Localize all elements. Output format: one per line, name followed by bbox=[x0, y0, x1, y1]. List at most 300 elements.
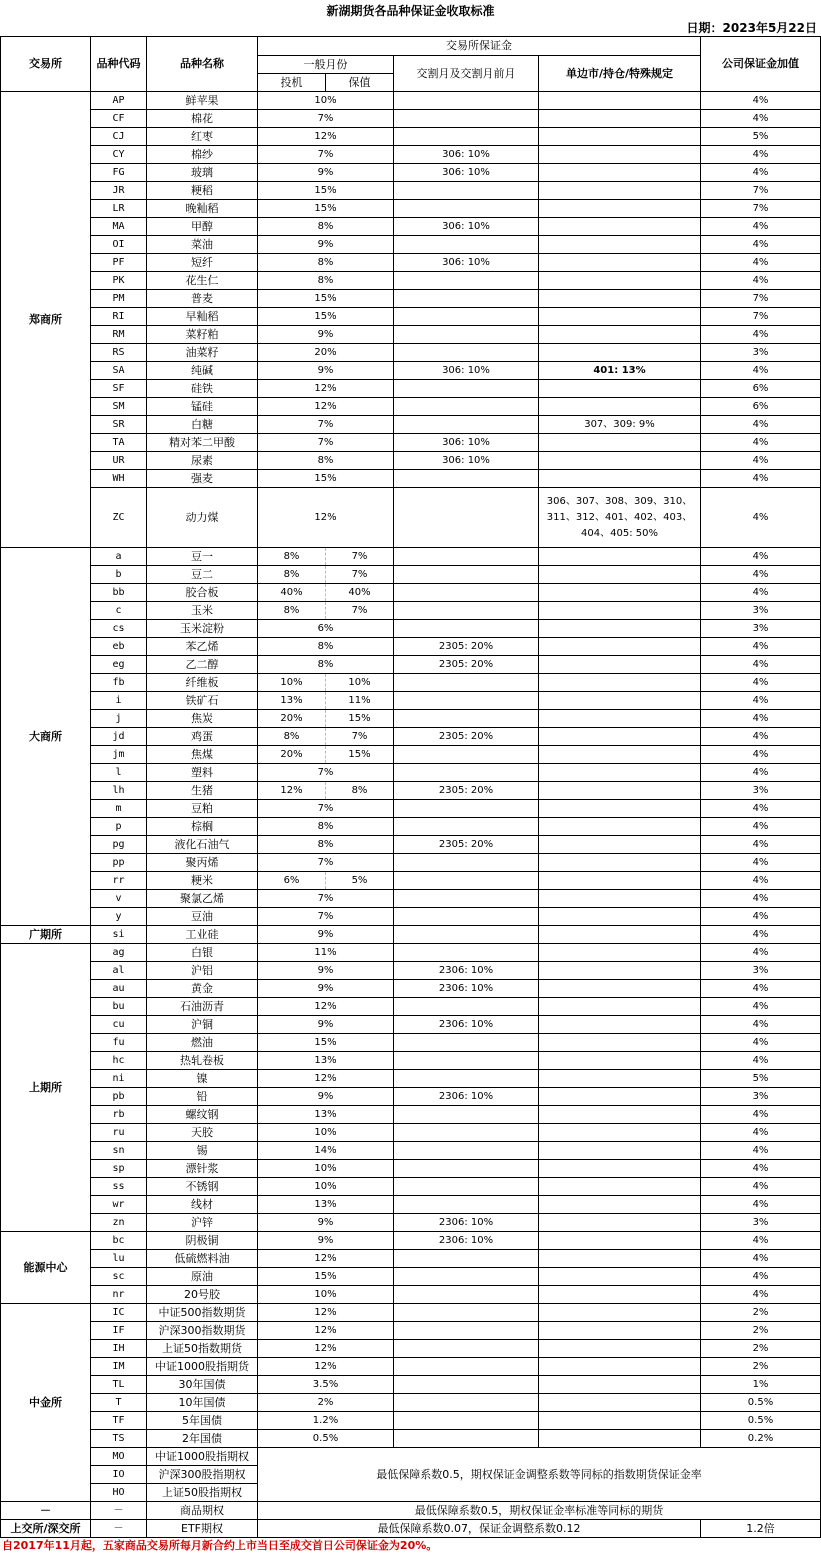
company-add: 2% bbox=[701, 1304, 821, 1322]
general-margin: 12% bbox=[258, 128, 394, 146]
delivery-margin bbox=[394, 548, 539, 566]
product-code: fu bbox=[91, 1034, 147, 1052]
product-name: 尿素 bbox=[147, 452, 258, 470]
table-row bbox=[1, 1088, 821, 1106]
product-code: HO bbox=[91, 1484, 147, 1502]
margin-table bbox=[0, 36, 821, 1538]
hedge-margin: 40% bbox=[326, 584, 394, 602]
product-code: a bbox=[91, 548, 147, 566]
product-code: PK bbox=[91, 272, 147, 290]
company-add: 3% bbox=[701, 344, 821, 362]
product-name: 纯碱 bbox=[147, 362, 258, 380]
product-code: ag bbox=[91, 944, 147, 962]
table-row bbox=[1, 908, 821, 926]
table-row bbox=[1, 1502, 821, 1520]
product-name: 螺纹钢 bbox=[147, 1106, 258, 1124]
general-margin: 6% bbox=[258, 620, 394, 638]
company-add: 3% bbox=[701, 620, 821, 638]
page-title: 新湖期货各品种保证金收取标准 bbox=[326, 4, 495, 18]
product-code: CY bbox=[91, 146, 147, 164]
company-add: 4% bbox=[701, 416, 821, 434]
product-code: c bbox=[91, 602, 147, 620]
delivery-margin bbox=[394, 470, 539, 488]
special-margin bbox=[539, 1322, 701, 1340]
table-row bbox=[1, 1124, 821, 1142]
special-margin bbox=[539, 146, 701, 164]
general-margin: 9% bbox=[258, 236, 394, 254]
hedge-margin: 7% bbox=[326, 548, 394, 566]
product-name: 苯乙烯 bbox=[147, 638, 258, 656]
exchange-cell: 中金所 bbox=[1, 1304, 91, 1502]
table-row bbox=[1, 656, 821, 674]
company-add: 4% bbox=[701, 1106, 821, 1124]
delivery-margin bbox=[394, 710, 539, 728]
delivery-margin bbox=[394, 1430, 539, 1448]
delivery-margin bbox=[394, 380, 539, 398]
general-margin: 7% bbox=[258, 764, 394, 782]
table-row bbox=[1, 1376, 821, 1394]
special-margin bbox=[539, 1250, 701, 1268]
table-row bbox=[1, 488, 821, 548]
exchange-cell: 郑商所 bbox=[1, 92, 91, 548]
general-margin: 12% bbox=[258, 1250, 394, 1268]
product-code: al bbox=[91, 962, 147, 980]
delivery-margin bbox=[394, 1178, 539, 1196]
product-code: pp bbox=[91, 854, 147, 872]
header-company-add: 公司保证金加值 bbox=[701, 37, 821, 92]
product-code: － bbox=[91, 1520, 147, 1538]
special-margin bbox=[539, 1106, 701, 1124]
delivery-margin bbox=[394, 746, 539, 764]
general-margin: 0.5% bbox=[258, 1430, 394, 1448]
general-margin: 1.2% bbox=[258, 1412, 394, 1430]
exchange-cell: 广期所 bbox=[1, 926, 91, 944]
product-code: SF bbox=[91, 380, 147, 398]
delivery-margin: 306: 10% bbox=[394, 164, 539, 182]
general-margin: 8% bbox=[258, 254, 394, 272]
product-code: lu bbox=[91, 1250, 147, 1268]
product-name: 粳稻 bbox=[147, 182, 258, 200]
general-margin: 12% bbox=[258, 1304, 394, 1322]
special-margin bbox=[539, 1052, 701, 1070]
company-add: 6% bbox=[701, 380, 821, 398]
company-add: 4% bbox=[701, 110, 821, 128]
company-add: 4% bbox=[701, 1196, 821, 1214]
product-name: 原油 bbox=[147, 1268, 258, 1286]
product-name: 聚丙烯 bbox=[147, 854, 258, 872]
company-add: 4% bbox=[701, 584, 821, 602]
general-margin: 13% bbox=[258, 1106, 394, 1124]
footer-note: 自2017年11月起，五家商品交易所每月新合约上市当日至成交首日公司保证金为20%。 bbox=[2, 1539, 438, 1552]
product-name: 燃油 bbox=[147, 1034, 258, 1052]
table-row bbox=[1, 200, 821, 218]
product-name: 玉米 bbox=[147, 602, 258, 620]
general-margin: 10% bbox=[258, 1160, 394, 1178]
company-add: 4% bbox=[701, 1034, 821, 1052]
product-code: jm bbox=[91, 746, 147, 764]
general-margin: 9% bbox=[258, 1214, 394, 1232]
company-add: 6% bbox=[701, 398, 821, 416]
table-row bbox=[1, 818, 821, 836]
product-name: 硅铁 bbox=[147, 380, 258, 398]
special-margin bbox=[539, 1376, 701, 1394]
special-margin bbox=[539, 1160, 701, 1178]
delivery-margin bbox=[394, 1034, 539, 1052]
product-name: 短纤 bbox=[147, 254, 258, 272]
product-code: bu bbox=[91, 998, 147, 1016]
product-code: sn bbox=[91, 1142, 147, 1160]
special-margin bbox=[539, 254, 701, 272]
product-code: IC bbox=[91, 1304, 147, 1322]
table-row bbox=[1, 710, 821, 728]
options-note: 最低保障系数0.5，期权保证金调整系数等同标的指数期货保证金率 bbox=[258, 1448, 821, 1502]
hedge-margin: 10% bbox=[326, 674, 394, 692]
table-row bbox=[1, 944, 821, 962]
special-margin bbox=[539, 434, 701, 452]
company-add: 4% bbox=[701, 1142, 821, 1160]
product-code: bb bbox=[91, 584, 147, 602]
general-margin: 20% bbox=[258, 344, 394, 362]
company-add: 4% bbox=[701, 818, 821, 836]
company-add: 4% bbox=[701, 272, 821, 290]
table-row bbox=[1, 1016, 821, 1034]
general-margin: 15% bbox=[258, 1034, 394, 1052]
general-margin: 10% bbox=[258, 1178, 394, 1196]
general-margin: 7% bbox=[258, 146, 394, 164]
product-code: IF bbox=[91, 1322, 147, 1340]
company-add: 4% bbox=[701, 890, 821, 908]
company-add: 4% bbox=[701, 1160, 821, 1178]
product-name: 棉纱 bbox=[147, 146, 258, 164]
special-margin bbox=[539, 962, 701, 980]
product-name: 强麦 bbox=[147, 470, 258, 488]
delivery-margin: 306: 10% bbox=[394, 254, 539, 272]
special-margin bbox=[539, 980, 701, 998]
product-code: i bbox=[91, 692, 147, 710]
delivery-margin: 2305: 20% bbox=[394, 728, 539, 746]
product-name: 白糖 bbox=[147, 416, 258, 434]
table-row bbox=[1, 1340, 821, 1358]
table-row bbox=[1, 692, 821, 710]
delivery-margin bbox=[394, 854, 539, 872]
table-row bbox=[1, 146, 821, 164]
delivery-margin: 2305: 20% bbox=[394, 836, 539, 854]
general-margin: 13% bbox=[258, 1052, 394, 1070]
special-margin bbox=[539, 1034, 701, 1052]
table-row bbox=[1, 1358, 821, 1376]
table-row bbox=[1, 272, 821, 290]
product-code: ss bbox=[91, 1178, 147, 1196]
special-margin bbox=[539, 398, 701, 416]
delivery-margin: 2306: 10% bbox=[394, 1088, 539, 1106]
table-row bbox=[1, 746, 821, 764]
hedge-margin: 7% bbox=[326, 602, 394, 620]
table-row bbox=[1, 128, 821, 146]
general-margin: 12% bbox=[258, 488, 394, 548]
product-name: 10年国债 bbox=[147, 1394, 258, 1412]
special-margin bbox=[539, 128, 701, 146]
hedge-margin: 7% bbox=[326, 728, 394, 746]
delivery-margin: 306: 10% bbox=[394, 146, 539, 164]
product-code: jd bbox=[91, 728, 147, 746]
table-row bbox=[1, 434, 821, 452]
special-margin bbox=[539, 236, 701, 254]
product-code: v bbox=[91, 890, 147, 908]
special-margin bbox=[539, 200, 701, 218]
special-margin bbox=[539, 1124, 701, 1142]
special-margin: 307、309: 9% bbox=[539, 416, 701, 434]
special-margin bbox=[539, 1232, 701, 1250]
special-margin bbox=[539, 1088, 701, 1106]
product-name: 上证50指数期货 bbox=[147, 1340, 258, 1358]
delivery-margin: 306: 10% bbox=[394, 452, 539, 470]
delivery-margin bbox=[394, 308, 539, 326]
table-row bbox=[1, 854, 821, 872]
product-code: l bbox=[91, 764, 147, 782]
company-add: 4% bbox=[701, 980, 821, 998]
delivery-margin bbox=[394, 620, 539, 638]
delivery-margin: 2305: 20% bbox=[394, 782, 539, 800]
special-margin bbox=[539, 452, 701, 470]
general-margin: 15% bbox=[258, 182, 394, 200]
special-margin bbox=[539, 998, 701, 1016]
general-margin: 3.5% bbox=[258, 1376, 394, 1394]
delivery-margin bbox=[394, 1070, 539, 1088]
product-name: 动力煤 bbox=[147, 488, 258, 548]
delivery-margin: 306: 10% bbox=[394, 434, 539, 452]
general-margin: 8% bbox=[258, 656, 394, 674]
product-code: OI bbox=[91, 236, 147, 254]
product-code: FG bbox=[91, 164, 147, 182]
delivery-margin: 2306: 10% bbox=[394, 1214, 539, 1232]
hedge-margin: 15% bbox=[326, 710, 394, 728]
exchange-cell: 上交所/深交所 bbox=[1, 1520, 91, 1538]
special-margin bbox=[539, 110, 701, 128]
speculation-margin: 8% bbox=[258, 728, 326, 746]
header-special: 单边市/持仓/特殊规定 bbox=[539, 56, 701, 92]
table-row bbox=[1, 638, 821, 656]
product-name: 棉花 bbox=[147, 110, 258, 128]
table-row bbox=[1, 1448, 821, 1466]
special-margin bbox=[539, 674, 701, 692]
speculation-margin: 8% bbox=[258, 602, 326, 620]
product-name: 红枣 bbox=[147, 128, 258, 146]
special-margin bbox=[539, 92, 701, 110]
special-margin bbox=[539, 602, 701, 620]
table-row bbox=[1, 836, 821, 854]
product-code: eg bbox=[91, 656, 147, 674]
delivery-margin bbox=[394, 872, 539, 890]
company-add: 2% bbox=[701, 1358, 821, 1376]
exchange-cell: 上期所 bbox=[1, 944, 91, 1232]
table-row bbox=[1, 566, 821, 584]
table-row bbox=[1, 1178, 821, 1196]
special-margin bbox=[539, 1268, 701, 1286]
table-row bbox=[1, 1250, 821, 1268]
speculation-margin: 10% bbox=[258, 674, 326, 692]
product-code: zn bbox=[91, 1214, 147, 1232]
general-margin: 9% bbox=[258, 362, 394, 380]
product-name: 焦煤 bbox=[147, 746, 258, 764]
speculation-margin: 6% bbox=[258, 872, 326, 890]
product-name: 鸡蛋 bbox=[147, 728, 258, 746]
product-code: bc bbox=[91, 1232, 147, 1250]
table-row bbox=[1, 398, 821, 416]
special-margin bbox=[539, 746, 701, 764]
table-row bbox=[1, 1520, 821, 1538]
general-margin: 11% bbox=[258, 944, 394, 962]
product-name: 菜籽粕 bbox=[147, 326, 258, 344]
special-margin bbox=[539, 638, 701, 656]
table-row bbox=[1, 254, 821, 272]
header-exchange-margin: 交易所保证金 bbox=[258, 37, 701, 56]
product-code: RI bbox=[91, 308, 147, 326]
general-margin: 10% bbox=[258, 1286, 394, 1304]
delivery-margin bbox=[394, 344, 539, 362]
product-code: JR bbox=[91, 182, 147, 200]
product-name: 铅 bbox=[147, 1088, 258, 1106]
header-delivery: 交割月及交割月前月 bbox=[394, 56, 539, 92]
product-code: RM bbox=[91, 326, 147, 344]
delivery-margin bbox=[394, 1412, 539, 1430]
table-row bbox=[1, 182, 821, 200]
general-margin: 9% bbox=[258, 962, 394, 980]
table-row bbox=[1, 602, 821, 620]
exchange-cell: 能源中心 bbox=[1, 1232, 91, 1304]
product-code: ru bbox=[91, 1124, 147, 1142]
delivery-margin bbox=[394, 692, 539, 710]
product-code: wr bbox=[91, 1196, 147, 1214]
product-code: cs bbox=[91, 620, 147, 638]
special-margin bbox=[539, 728, 701, 746]
special-margin bbox=[539, 764, 701, 782]
company-add: 3% bbox=[701, 1214, 821, 1232]
special-margin: 401: 13% bbox=[539, 362, 701, 380]
product-name: 5年国债 bbox=[147, 1412, 258, 1430]
company-add: 4% bbox=[701, 470, 821, 488]
product-name: 生猪 bbox=[147, 782, 258, 800]
product-name: 工业硅 bbox=[147, 926, 258, 944]
delivery-margin: 2306: 10% bbox=[394, 1016, 539, 1034]
special-margin bbox=[539, 1196, 701, 1214]
table-row bbox=[1, 980, 821, 998]
company-add: 4% bbox=[701, 674, 821, 692]
speculation-margin: 13% bbox=[258, 692, 326, 710]
delivery-margin: 2305: 20% bbox=[394, 638, 539, 656]
product-code: TS bbox=[91, 1430, 147, 1448]
product-name: 中证1000股指期货 bbox=[147, 1358, 258, 1376]
product-name: 粳米 bbox=[147, 872, 258, 890]
delivery-margin bbox=[394, 1160, 539, 1178]
delivery-margin bbox=[394, 584, 539, 602]
company-add: 4% bbox=[701, 218, 821, 236]
special-margin bbox=[539, 1286, 701, 1304]
product-name: 液化石油气 bbox=[147, 836, 258, 854]
header-code: 品种代码 bbox=[91, 37, 147, 92]
delivery-margin bbox=[394, 944, 539, 962]
header-general-month: 一般月份 bbox=[258, 56, 394, 74]
special-margin bbox=[539, 800, 701, 818]
hedge-margin: 11% bbox=[326, 692, 394, 710]
delivery-margin bbox=[394, 998, 539, 1016]
delivery-margin bbox=[394, 110, 539, 128]
company-add: 4% bbox=[701, 944, 821, 962]
table-row bbox=[1, 236, 821, 254]
delivery-margin bbox=[394, 764, 539, 782]
company-add: 7% bbox=[701, 182, 821, 200]
company-add: 4% bbox=[701, 236, 821, 254]
table-row bbox=[1, 764, 821, 782]
special-margin bbox=[539, 164, 701, 182]
general-margin: 7% bbox=[258, 434, 394, 452]
exchange-cell: － bbox=[1, 1502, 91, 1520]
company-add: 3% bbox=[701, 602, 821, 620]
product-name: 热轧卷板 bbox=[147, 1052, 258, 1070]
product-name: 棕榈 bbox=[147, 818, 258, 836]
general-margin: 15% bbox=[258, 290, 394, 308]
delivery-margin bbox=[394, 1286, 539, 1304]
product-code: si bbox=[91, 926, 147, 944]
product-name: 沪铝 bbox=[147, 962, 258, 980]
special-margin bbox=[539, 656, 701, 674]
delivery-margin bbox=[394, 818, 539, 836]
special-margin bbox=[539, 710, 701, 728]
table-row bbox=[1, 926, 821, 944]
product-name: 镍 bbox=[147, 1070, 258, 1088]
product-code: hc bbox=[91, 1052, 147, 1070]
special-margin: 306、307、308、309、310、311、312、401、402、403、404、405: 50% bbox=[539, 488, 701, 548]
special-margin bbox=[539, 1070, 701, 1088]
company-add: 7% bbox=[701, 200, 821, 218]
speculation-margin: 12% bbox=[258, 782, 326, 800]
special-margin bbox=[539, 308, 701, 326]
speculation-margin: 20% bbox=[258, 710, 326, 728]
special-margin bbox=[539, 692, 701, 710]
company-add: 0.5% bbox=[701, 1412, 821, 1430]
product-name: 20号胶 bbox=[147, 1286, 258, 1304]
product-name: 胶合板 bbox=[147, 584, 258, 602]
product-code: TA bbox=[91, 434, 147, 452]
table-row bbox=[1, 998, 821, 1016]
delivery-margin bbox=[394, 92, 539, 110]
product-code: UR bbox=[91, 452, 147, 470]
hedge-margin: 5% bbox=[326, 872, 394, 890]
product-name: 聚氯乙烯 bbox=[147, 890, 258, 908]
general-margin: 7% bbox=[258, 416, 394, 434]
speculation-margin: 8% bbox=[258, 548, 326, 566]
special-margin bbox=[539, 1340, 701, 1358]
product-code: CJ bbox=[91, 128, 147, 146]
special-margin bbox=[539, 290, 701, 308]
table-row bbox=[1, 380, 821, 398]
delivery-margin bbox=[394, 200, 539, 218]
special-margin bbox=[539, 380, 701, 398]
table-row bbox=[1, 620, 821, 638]
table-row bbox=[1, 452, 821, 470]
general-margin: 12% bbox=[258, 398, 394, 416]
company-add: 1% bbox=[701, 1376, 821, 1394]
company-add: 4% bbox=[701, 728, 821, 746]
company-add: 3% bbox=[701, 1088, 821, 1106]
general-margin: 7% bbox=[258, 908, 394, 926]
general-margin: 9% bbox=[258, 1016, 394, 1034]
product-code: － bbox=[91, 1502, 147, 1520]
special-margin bbox=[539, 1142, 701, 1160]
table-row bbox=[1, 1214, 821, 1232]
delivery-margin: 306: 10% bbox=[394, 218, 539, 236]
table-row bbox=[1, 164, 821, 182]
special-margin bbox=[539, 1412, 701, 1430]
